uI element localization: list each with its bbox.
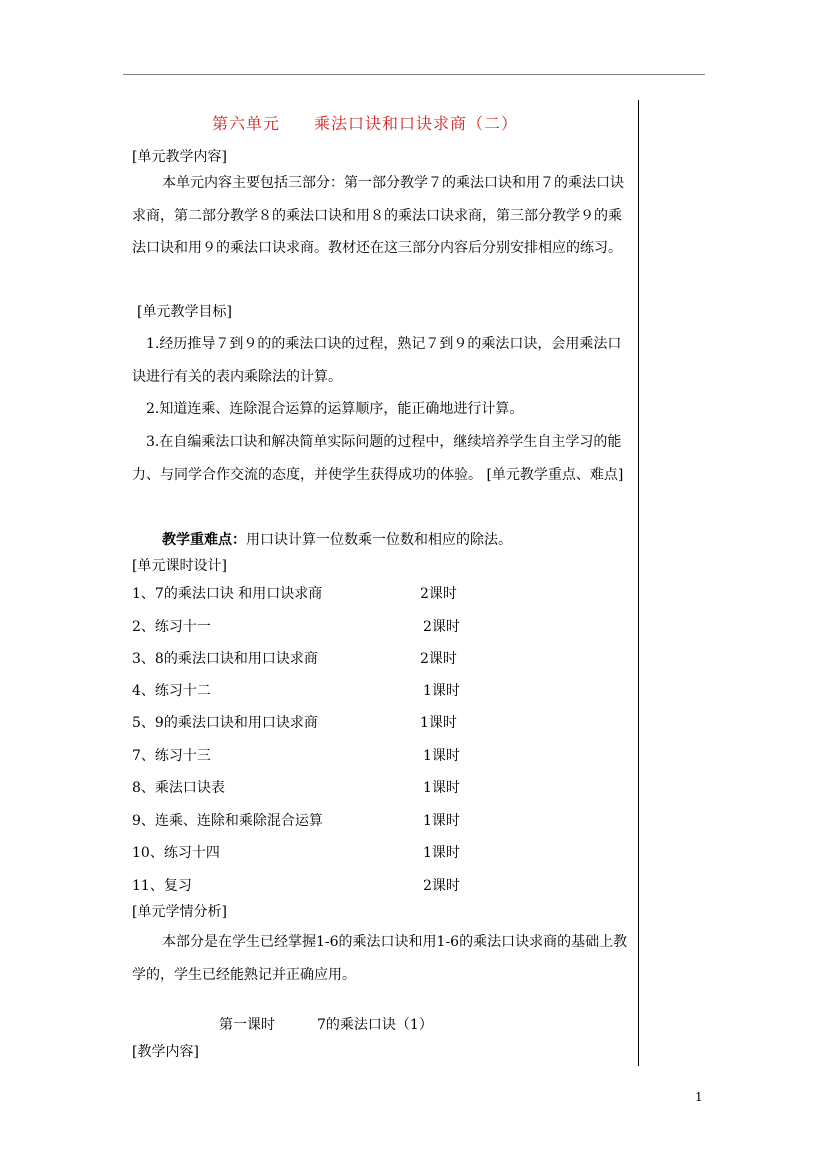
- unit-topic: 乘法口诀和口诀求商（二）: [314, 114, 519, 133]
- lesson-row-hours: 2课时: [420, 586, 457, 602]
- table-border-right: [638, 100, 639, 1066]
- lesson-row-hours: 1课时: [423, 845, 460, 861]
- lesson-row-hours: 2课时: [420, 651, 457, 667]
- goal-item-3: 3.在自编乘法口诀和解决简单实际问题的过程中，继续培养学生自主学习的能力、与同学合作交流的态度，并使学生获得成功的体验。 [单元教学重点、难点]: [132, 434, 624, 483]
- content-paragraph: 本单元内容主要包括三部分：第一部分教学７的乘法口诀和用７的乘法口诀求商，第二部分教学８的乘法口诀和用８的乘法口诀求商，第三部分教学９的乘法口诀和用９的乘法口诀求商。教材还在这三部分内容后分别安排相应的练习。: [132, 175, 624, 256]
- lesson-row-name: 3、8的乘法口诀和用口诀求商: [132, 651, 318, 667]
- page-title: [212, 114, 518, 134]
- lesson-row-hours: 1课时: [423, 813, 460, 829]
- lesson-row-name: 11、复习: [132, 878, 192, 894]
- lesson-row-name: 5、9的乘法口诀和用口诀求商: [132, 715, 318, 731]
- goal-item-1: 1.经历推导７到９的的乘法口诀的过程，熟记７到９的乘法口诀，会用乘法口诀进行有关的表内乘除法的计算。: [132, 336, 622, 385]
- lesson-topic: 7的乘法口诀（1）: [317, 1017, 433, 1033]
- lesson-number: 第一课时: [219, 1017, 275, 1033]
- lesson-row-hours: 1课时: [423, 683, 460, 699]
- lesson-row-name: 1、7的乘法口诀 和用口诀求商: [132, 586, 323, 602]
- section-heading-analysis: [单元学情分析]: [132, 904, 227, 920]
- key-label: 教学重难点：: [162, 532, 246, 548]
- lesson-row-hours: 1课时: [420, 715, 457, 731]
- unit-label: 第六单元: [212, 114, 281, 133]
- lesson-row-name: 7、练习十三: [132, 748, 211, 764]
- key-text: 用口诀计算一位数乘一位数和相应的除法。: [246, 532, 512, 548]
- section-heading-goals: [单元教学目标]: [137, 304, 232, 320]
- lesson-row-name: 2、练习十一: [132, 619, 211, 635]
- header-rule: [123, 74, 705, 75]
- lesson-row-name: 8、乘法口诀表: [132, 780, 225, 796]
- lesson-row-hours: 2课时: [423, 619, 460, 635]
- lesson-row-hours: 1课时: [423, 780, 460, 796]
- lesson-title: [219, 1015, 433, 1035]
- goal-item-2: 2.知道连乘、连除混合运算的运算顺序，能正确地进行计算。: [146, 401, 524, 417]
- key-points: [162, 530, 512, 550]
- lesson-row-hours: 1课时: [423, 748, 460, 764]
- analysis-paragraph: 本部分是在学生已经掌握1-6的乘法口诀和用1-6的乘法口诀求商的基础上教学的，学生已经能熟记并正确应用。: [132, 934, 628, 983]
- lesson-row-name: 9、连乘、连除和乘除混合运算: [132, 813, 323, 829]
- section-heading-teaching: [教学内容]: [132, 1044, 199, 1060]
- lesson-row-name: 10、练习十四: [132, 845, 220, 861]
- section-heading-content: [单元教学内容]: [132, 149, 227, 165]
- lesson-row-hours: 2课时: [423, 878, 460, 894]
- page-number: 1: [695, 1090, 703, 1104]
- section-heading-schedule: [单元课时设计]: [132, 558, 227, 574]
- lesson-row-name: 4、练习十二: [132, 683, 211, 699]
